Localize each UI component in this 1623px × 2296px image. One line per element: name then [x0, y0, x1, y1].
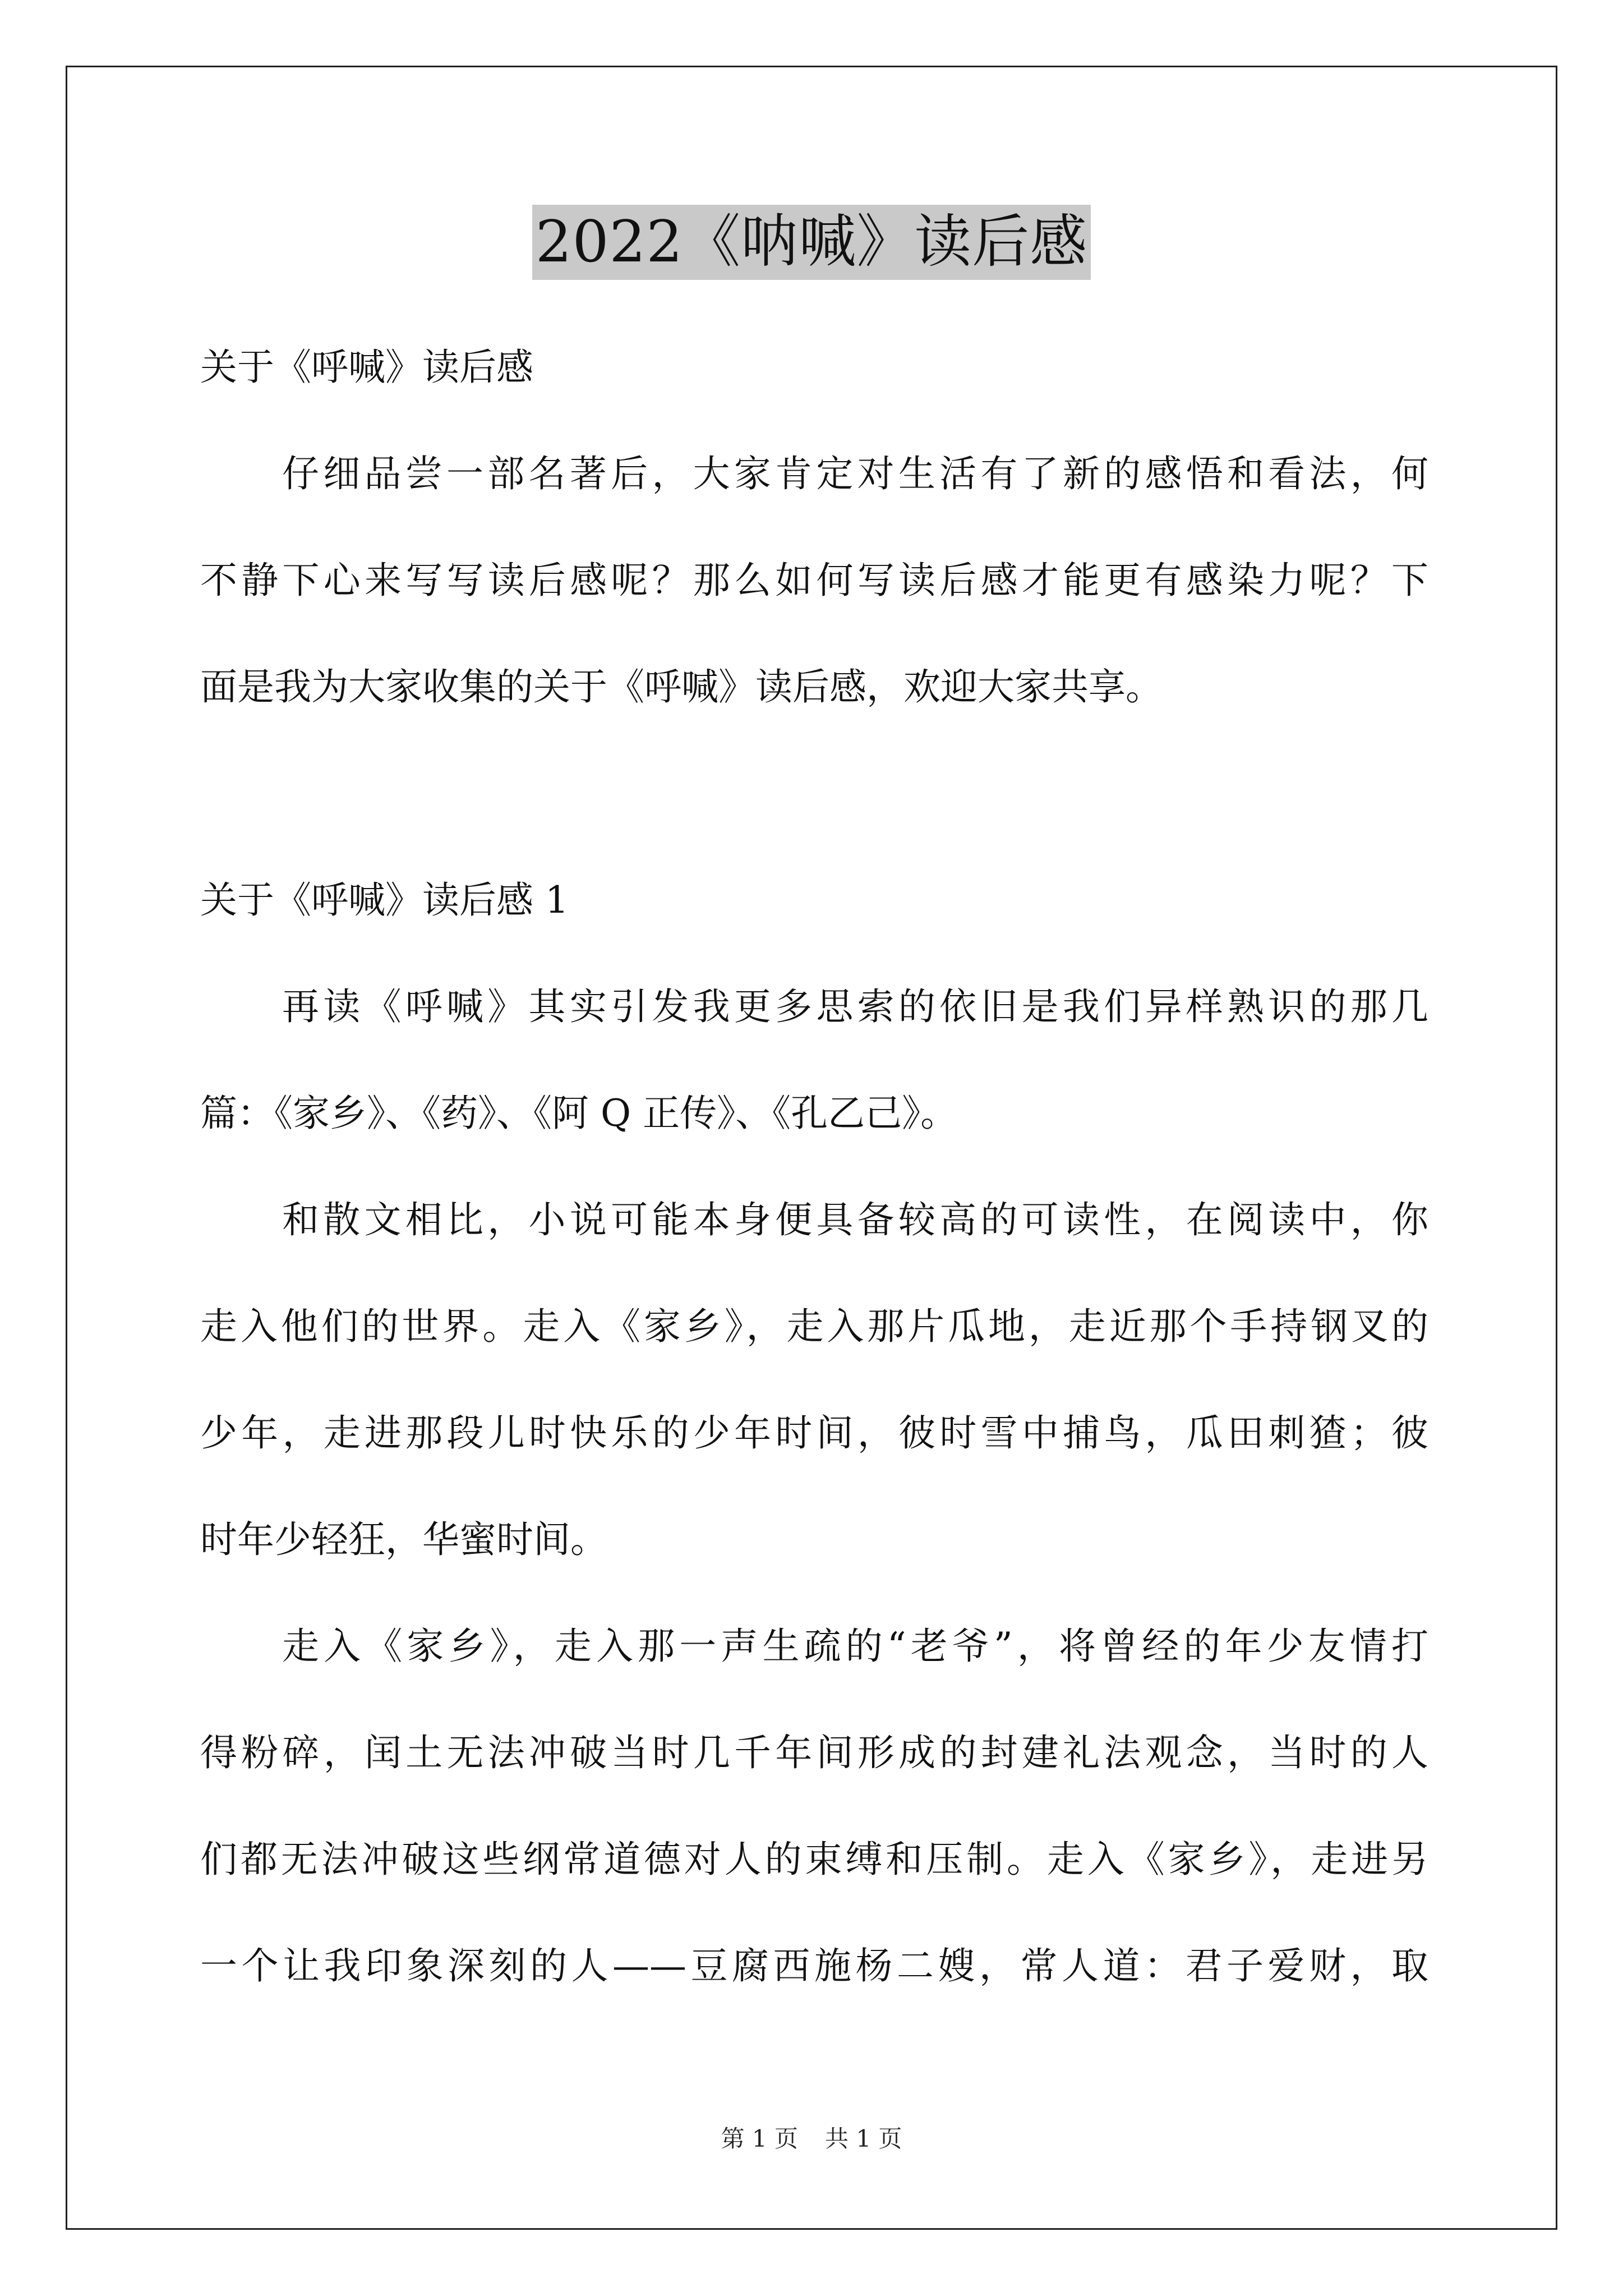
- page-number: 第 1 页: [721, 2125, 798, 2152]
- page-total: 共 1 页: [825, 2125, 902, 2152]
- paragraph-line: 们都无法冲破这些纲常道德对人的束缚和压制。走入《家乡》，走进另: [200, 1838, 1428, 1881]
- paragraph-line: 少年，走进那段儿时快乐的少年时间，彼时雪中捕鸟，瓜田刺猹；彼: [200, 1411, 1428, 1455]
- document-title: 2022《呐喊》读后感: [532, 205, 1091, 280]
- paragraph-line: 篇：《家乡》、《药》、《阿 Q 正传》、《孔乙己》。: [200, 1092, 958, 1135]
- paragraph-line: 走入《家乡》，走入那一声生疏的“老爷”，将曾经的年少友情打: [282, 1625, 1428, 1668]
- paragraph-line: 不静下心来写写读后感呢？那么如何写读后感才能更有感染力呢？下: [200, 559, 1428, 602]
- paragraph-line: 时年少轻狂，华蜜时间。: [200, 1518, 607, 1561]
- paragraph-line: 面是我为大家收集的关于《呼喊》读后感，欢迎大家共享。: [200, 665, 1163, 708]
- paragraph-line: 走入他们的世界。走入《家乡》，走入那片瓜地，走近那个手持钢叉的: [200, 1305, 1428, 1348]
- paragraph-line: 仔细品尝一部名著后，大家肯定对生活有了新的感悟和看法，何: [282, 452, 1428, 495]
- title-container: [0, 205, 1623, 280]
- section-heading: 关于《呼喊》读后感: [200, 346, 533, 389]
- paragraph-line: 得粉碎，闰土无法冲破当时几千年间形成的封建礼法观念，当时的人: [200, 1731, 1428, 1774]
- paragraph-line: 再读《呼喊》其实引发我更多思索的依旧是我们异样熟识的那几: [282, 985, 1428, 1028]
- spacer: [200, 740, 1428, 847]
- paragraph-line: 和散文相比，小说可能本身便具备较高的可读性，在阅读中，你: [282, 1198, 1428, 1241]
- document-body: [200, 314, 1428, 2019]
- page-footer: [0, 2120, 1623, 2154]
- section-heading: 关于《呼喊》读后感 1: [200, 878, 569, 922]
- paragraph-line: 一个让我印象深刻的人——豆腐西施杨二嫂，常人道：君子爱财，取: [200, 1944, 1428, 1987]
